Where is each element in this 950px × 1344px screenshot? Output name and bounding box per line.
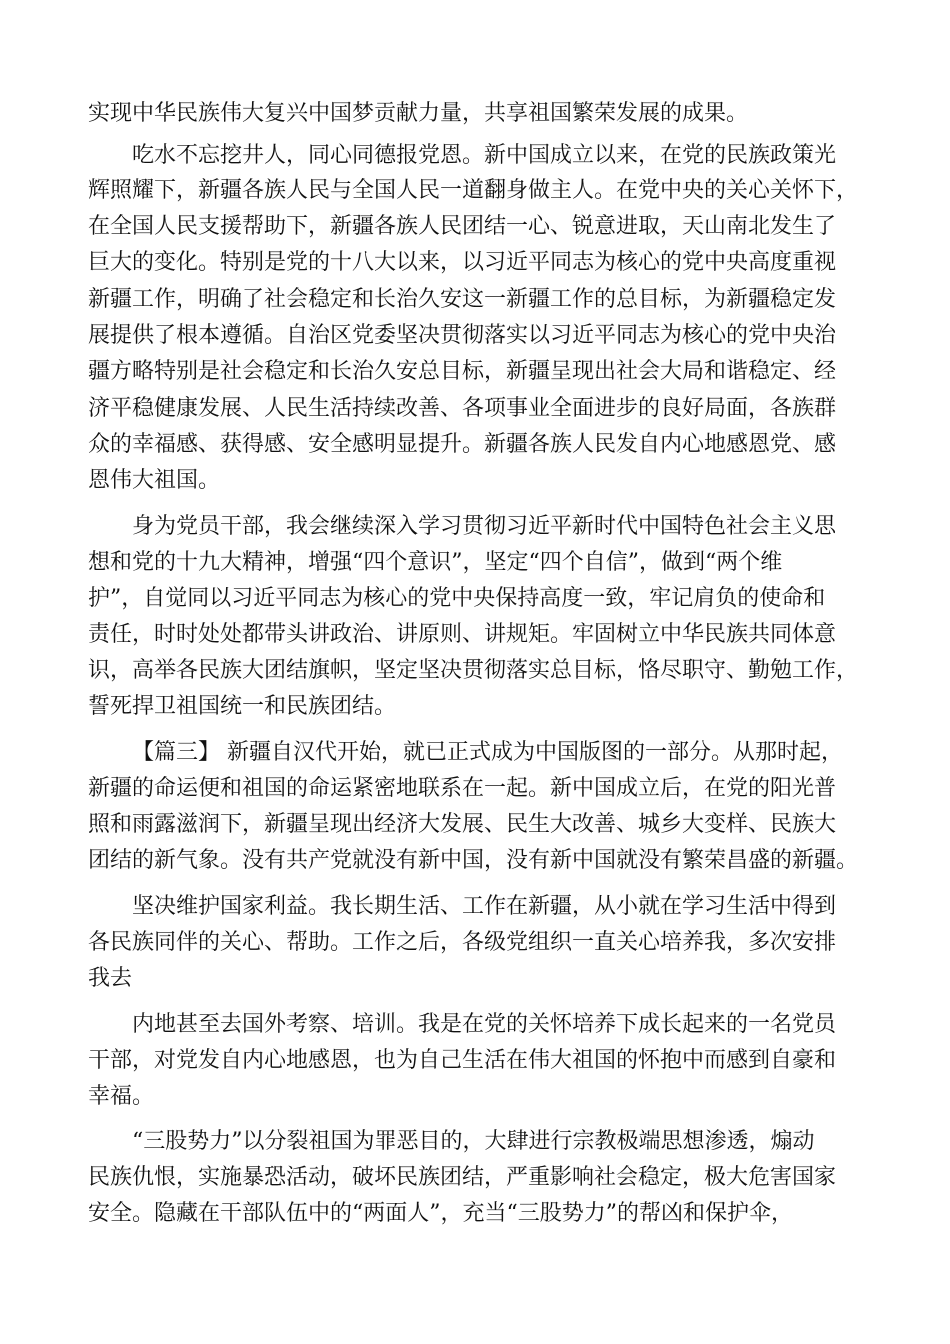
text-line: 责任，时时处处都带头讲政治、讲原则、讲规矩。牢固树立中华民族共同体意: [88, 622, 837, 647]
text-line: 安全。隐藏在干部队伍中的“两面人”，充当“三股势力”的帮凶和保护伞，: [88, 1201, 793, 1226]
text-line: 恩伟大祖国。: [88, 468, 221, 493]
text-line: 坚决维护国家利益。我长期生活、工作在新疆，从小就在学习生活中得到: [132, 894, 837, 919]
text-line: 辉照耀下，新疆各族人民与全国人民一道翻身做主人。在党中央的关心关怀下，: [88, 178, 859, 203]
text-line: 疆方略特别是社会稳定和长治久安总目标，新疆呈现出社会大局和谐稳定、经: [88, 359, 837, 384]
text-line: 干部，对党发自内心地感恩，也为自己生活在伟大祖国的怀抱中而感到自豪和: [88, 1048, 837, 1073]
text-line: 识，高举各民族大团结旗帜，坚定坚决贯彻落实总目标，恪尽职守、勤勉工作，: [88, 658, 859, 683]
text-line: 在全国人民支援帮助下，新疆各族人民团结一心、锐意进取，天山南北发生了: [88, 214, 837, 239]
section-heading-line: 【篇三】 新疆自汉代开始，就已正式成为中国版图的一部分。从那时起，: [132, 740, 843, 765]
text-line: 誓死捍卫祖国统一和民族团结。: [88, 694, 397, 719]
text-line: 新疆工作，明确了社会稳定和长治久安这一新疆工作的总目标，为新疆稳定发: [88, 287, 837, 312]
text-line: 各民族同伴的关心、帮助。工作之后，各级党组织一直关心培养我，多次安排: [88, 930, 837, 955]
text-line: 身为党员干部，我会继续深入学习贯彻习近平新时代中国特色社会主义思: [132, 514, 837, 539]
text-line: 吃水不忘挖井人，同心同德报党恩。新中国成立以来，在党的民族政策光: [132, 143, 837, 168]
text-line: 巨大的变化。特别是党的十八大以来，以习近平同志为核心的党中央高度重视: [88, 250, 837, 275]
text-line: 济平稳健康发展、人民生活持续改善、各项事业全面进步的良好局面，各族群: [88, 396, 837, 421]
text-line: “三股势力”以分裂祖国为罪恶目的，大肆进行宗教极端思想渗透，煽动: [132, 1129, 815, 1154]
text-line: 展提供了根本遵循。自治区党委坚决贯彻落实以习近平同志为核心的党中央治: [88, 323, 837, 348]
text-line: 照和雨露滋润下，新疆呈现出经济大发展、民生大改善、城乡大变样、民族大: [88, 812, 837, 837]
text-line: 想和党的十九大精神，增强“四个意识”，坚定“四个自信”，做到“两个维: [88, 550, 783, 575]
text-line: 护”，自觉同以习近平同志为核心的党中央保持高度一致，牢记肩负的使命和: [88, 586, 826, 611]
text-line: 新疆的命运便和祖国的命运紧密地联系在一起。新中国成立后，在党的阳光普: [88, 776, 837, 801]
text-line: 民族仇恨，实施暴恐活动，破坏民族团结，严重影响社会稳定，极大危害国家: [88, 1165, 837, 1190]
text-line: 内地甚至去国外考察、培训。我是在党的关怀培养下成长起来的一名党员: [132, 1012, 837, 1037]
text-line: 众的幸福感、获得感、安全感明显提升。新疆各族人民发自内心地感恩党、感: [88, 432, 837, 457]
text-line: 幸福。: [88, 1084, 155, 1109]
text-line: 团结的新气象。没有共产党就没有新中国，没有新中国就没有繁荣昌盛的新疆。: [88, 848, 859, 873]
text-line: 我去: [88, 966, 133, 991]
text-line: 实现中华民族伟大复兴中国梦贡献力量，共享祖国繁荣发展的成果。: [88, 101, 749, 126]
